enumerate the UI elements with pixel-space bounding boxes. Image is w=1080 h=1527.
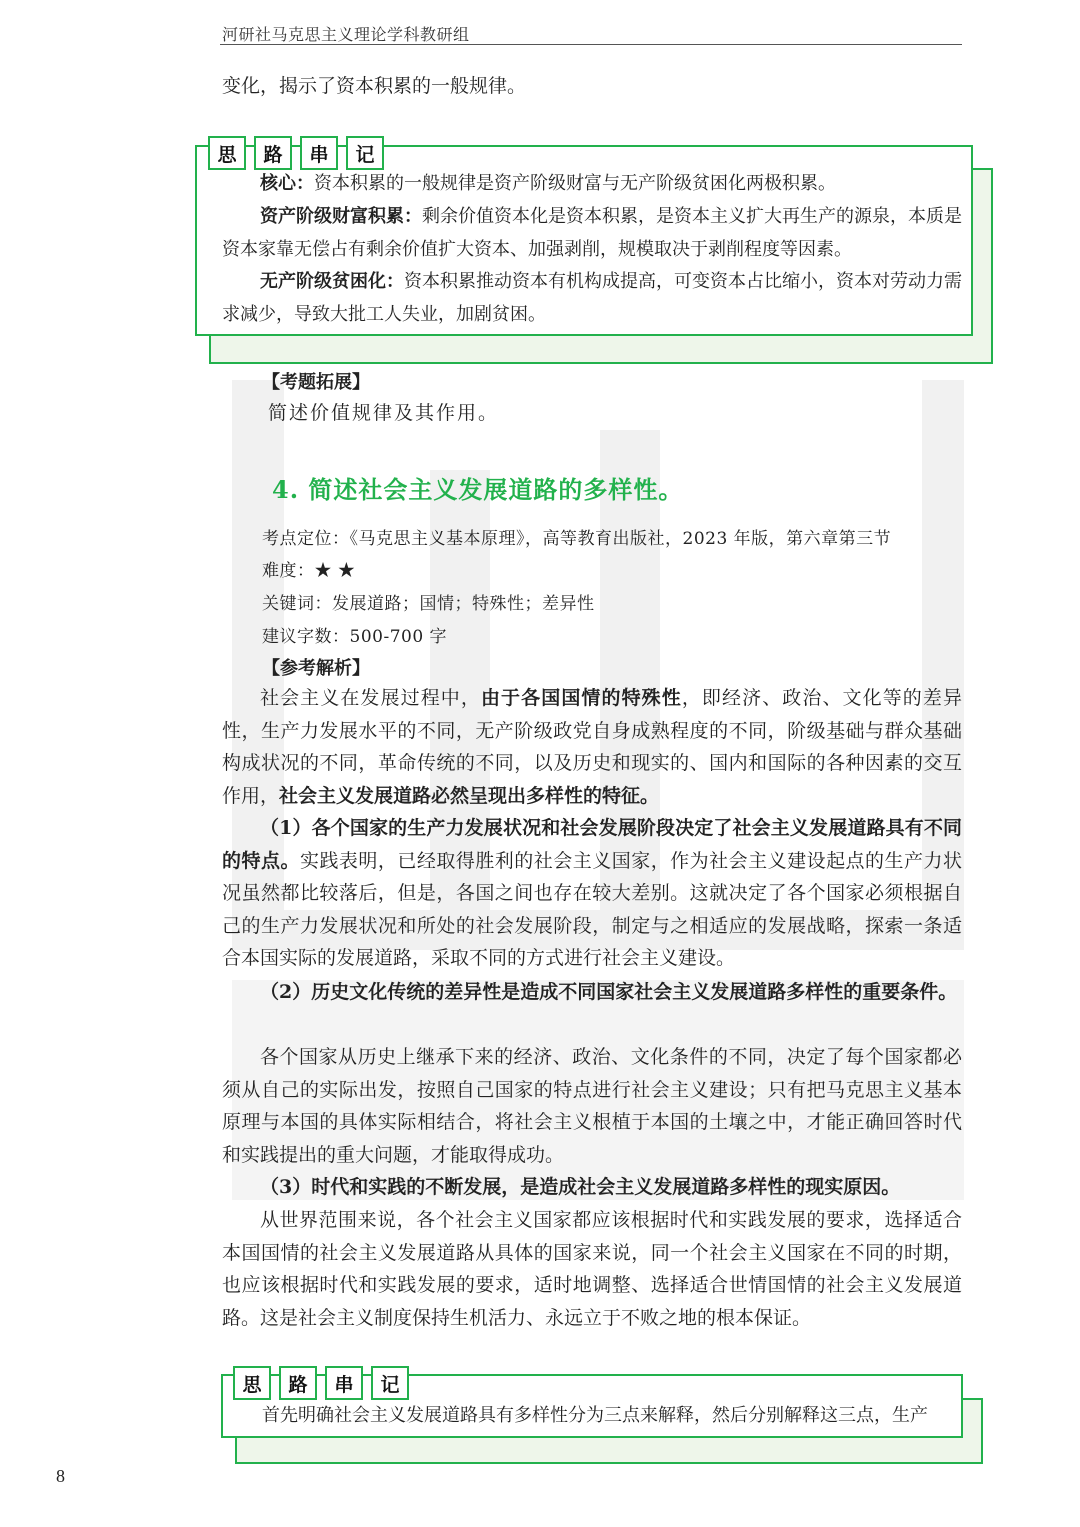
note-tag: 路 [279,1366,317,1400]
question-wordcount: 建议字数：500-700 字 [262,627,448,647]
analysis-paragraph-3: （2）历史文化传统的差异性是造成不同国家社会主义发展道路多样性的重要条件。 [260,981,958,1003]
analysis-paragraph-4: 各个国家从历史上继承下来的经济、政治、文化条件的不同，决定了每个国家都必须从自己的实际出发，按照自己国家的特点进行社会主义建设；只有把马克思主义基本原理与本国的具体实际相结合，将社会主义根植于本国的土壤之中，才能正确回答时代和实践提出的重大问题，才能取得成功。 [222,1046,962,1166]
note-poverty-text: 资本积累推动资本有机构成提高，可变资本占比缩小，资本对劳动力需求减少，导致大批工人失业，加剧贫困。 [222,271,962,325]
question-keywords: 关键词：发展道路；国情；特殊性；差异性 [262,594,595,614]
header-rule [220,44,962,45]
p1-c: ，即经济、政治、文化等的差异性，生产力发展水平的不同，无产阶级政党自身成熟程度的不同，阶级基础与群众基础构成状况的不同，革命传统的不同，以及历史和现实的、国内和国际的各种因素的交互作用， [222,687,962,807]
note-poverty-label: 无产阶级贫困化： [260,271,404,292]
note-tags [208,136,384,170]
intro-text: 变化，揭示了资本积累的一般规律。 [222,75,527,97]
analysis-paragraph-2 [222,812,962,975]
note-tag: 路 [254,136,292,170]
p2-bold: （1）各个国家的生产力发展状况和社会发展阶段决定了社会主义发展道路具有不同的特点。 [222,817,962,872]
exam-ext-label: 【考题拓展】 [262,372,370,393]
header-title: 河研社马克思主义理论学科教研组 [222,25,470,44]
question-location: 考点定位：《马克思主义基本原理》，高等教育出版社，2023 年版，第六章第三节 [262,529,892,549]
analysis-paragraph-5: （3）时代和实践的不断发展，是造成社会主义发展道路多样性的现实原因。 [260,1176,901,1198]
note-core [222,168,962,201]
note-poverty [222,266,962,331]
analysis-label: 【参考解析】 [262,658,370,679]
note-wealth-text: 剩余价值资本化是资本积累，是资本主义扩大再生产的源泉，本质是资本家靠无偿占有剩余价值扩大资本、加强剥削，规模取决于剥削程度等因素。 [222,206,962,260]
page-number: 8 [56,1466,65,1486]
p2-text: 实践表明，已经取得胜利的社会主义国家，作为社会主义建设起点的生产力状况虽然都比较落后，但是，各国之间也存在较大差别。这就决定了各个国家必须根据自己的生产力发展状况和所处的社会发展阶段，制定与之相适应的发展战略，探索一条适合本国实际的发展道路，采取不同的方式进行社会主义建设。 [222,849,962,969]
p1-a: 社会主义在发展过程中， [260,687,481,709]
question-difficulty: 难度：★ ★ [262,561,356,581]
note-tag: 串 [300,136,338,170]
note-tag: 思 [208,136,246,170]
note-wealth-label: 资产阶级财富积累： [260,206,422,227]
note-tag: 记 [346,136,384,170]
note-wealth [222,201,962,266]
p1-b: 由于各国国情的特殊性 [480,687,682,709]
note-2-text: 首先明确社会主义发展道路具有多样性分为三点来解释，然后分别解释这三点，生产 [262,1405,928,1426]
note-2-tags [233,1366,409,1400]
note-tag: 记 [371,1366,409,1400]
note-core-label: 核心： [260,173,314,194]
exam-ext-question: 简述价值规律及其作用。 [268,402,500,424]
analysis-paragraph-6: 从世界范围来说，各个社会主义国家都应该根据时代和实践发展的要求，选择适合本国国情的社会主义发展道路从具体的国家来说，同一个社会主义国家在不同的时期，也应该根据时代和实践发展的要求，适时地调整、选择适合世情国情的社会主义发展道路。这是社会主义制度保持生机活力、永远立于不败之地的根本保证。 [222,1209,962,1329]
note-tag: 串 [325,1366,363,1400]
note-core-text: 资本积累的一般规律是资产阶级财富与无产阶级贫困化两极积累。 [314,173,836,194]
note-tag: 思 [233,1366,271,1400]
analysis-paragraph-1 [222,682,962,812]
p1-d: 社会主义发展道路必然呈现出多样性的特征。 [279,784,660,807]
question-title: 4. 简述社会主义发展道路的多样性。 [272,475,684,504]
